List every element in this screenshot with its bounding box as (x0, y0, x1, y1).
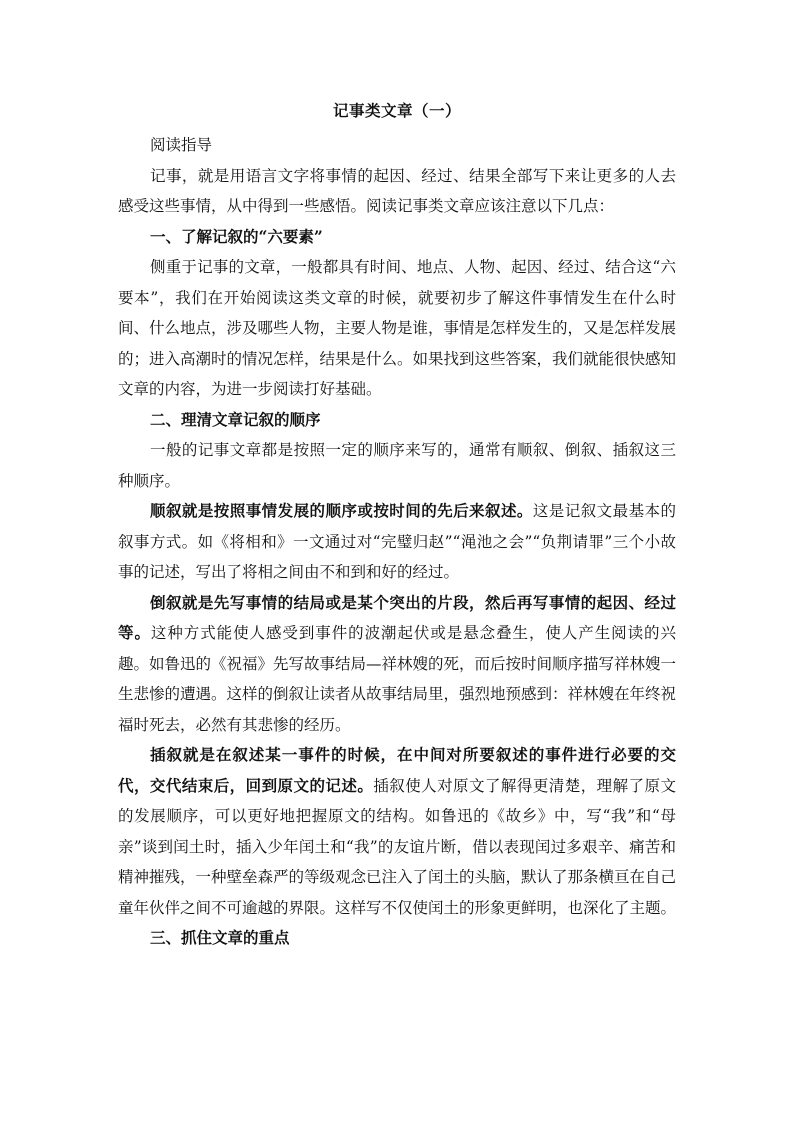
chaxu-paragraph (118, 740, 676, 923)
chaxu-explanation: 插叙使人对原文了解得更清楚，理解了原文的发展顺序，可以更好地把握原文的结构。如鲁迅的《故乡》中，写“我”和“母亲”谈到闰土时，插入少年闰土和“我”的友谊片断，借以表现闰过多艰辛、痛苦和精神摧残，一种壁垒森严的等级观念已注入了闰土的头脑，默认了那条横亘在自己童年伙伴之间不可逾越的界限。这样写不仅使闰土的形象更鲜明，也深化了主题。 (118, 776, 677, 917)
chaxu-definition: 插叙就是在叙述某一事件的时候，在中间对所要叙述的事件进行必要的交代，交代结束后，回到原文的记述。 (118, 745, 676, 795)
daoxu-paragraph (118, 588, 676, 741)
page-title: 记事类文章（一） (332, 101, 461, 120)
document-body (118, 98, 676, 954)
daoxu-definition: 倒叙就是先写事情的结局或是某个突出的片段，然后再写事情的起因、经过等。 (118, 592, 676, 642)
shunxu-explanation: 这是记叙文最基本的叙事方式。如《将相和》一文通过对“完璧归赵”“渑池之会”“负荆请罪”三个小故事的记述，写出了将相之间由不和到和好的经过。 (118, 502, 676, 581)
section1-body: 侧重于记事的文章，一般都具有时间、地点、人物、起因、经过、结合这“六要本”，我们在开始阅读这类文章的时候，就要初步了解这件事情发生在什么时间、什么地点，涉及哪些人物，主要人物是谁，事情是怎样发生的，又是怎样发展的；进入高潮时的情况怎样，结果是什么。如果找到这些答案，我们就能很快感知文章的内容，为进一步阅读打好基础。 (118, 258, 677, 398)
section1-heading: 一、了解记叙的“六要素” (150, 226, 323, 246)
daoxu-explanation: 这种方式能使人感受到事件的波潮起伏或是悬念叠生，使人产生阅读的兴趣。如鲁迅的《祝福》先写故事结局—祥林嫂的死，而后按时间顺序描写祥林嫂一生悲惨的遭遇。这样的倒叙让读者从故事结局里，强烈地预感到：祥林嫂在年终祝福时死去，必然有其悲惨的经历。 (118, 624, 677, 734)
section2-body: 一般的记事文章都是按照一定的顺序来写的，通常有顺叙、倒叙、插叙这三种顺序。 (118, 441, 676, 490)
intro-paragraph: 记事，就是用语言文字将事情的起因、经过、结果全部写下来让更多的人去感受这些事情，从中得到一些感悟。阅读记事类文章应该注意以下几点： (118, 166, 676, 215)
shunxu-definition: 顺叙就是按照事情发展的顺序或按时间的先后来叙述。 (150, 501, 533, 520)
shunxu-paragraph (118, 496, 676, 588)
section3-heading: 三、抓住文章的重点 (150, 928, 290, 947)
guide-label: 阅读指导 (150, 136, 213, 154)
section2-heading: 二、理清文章记叙的顺序 (150, 409, 321, 429)
